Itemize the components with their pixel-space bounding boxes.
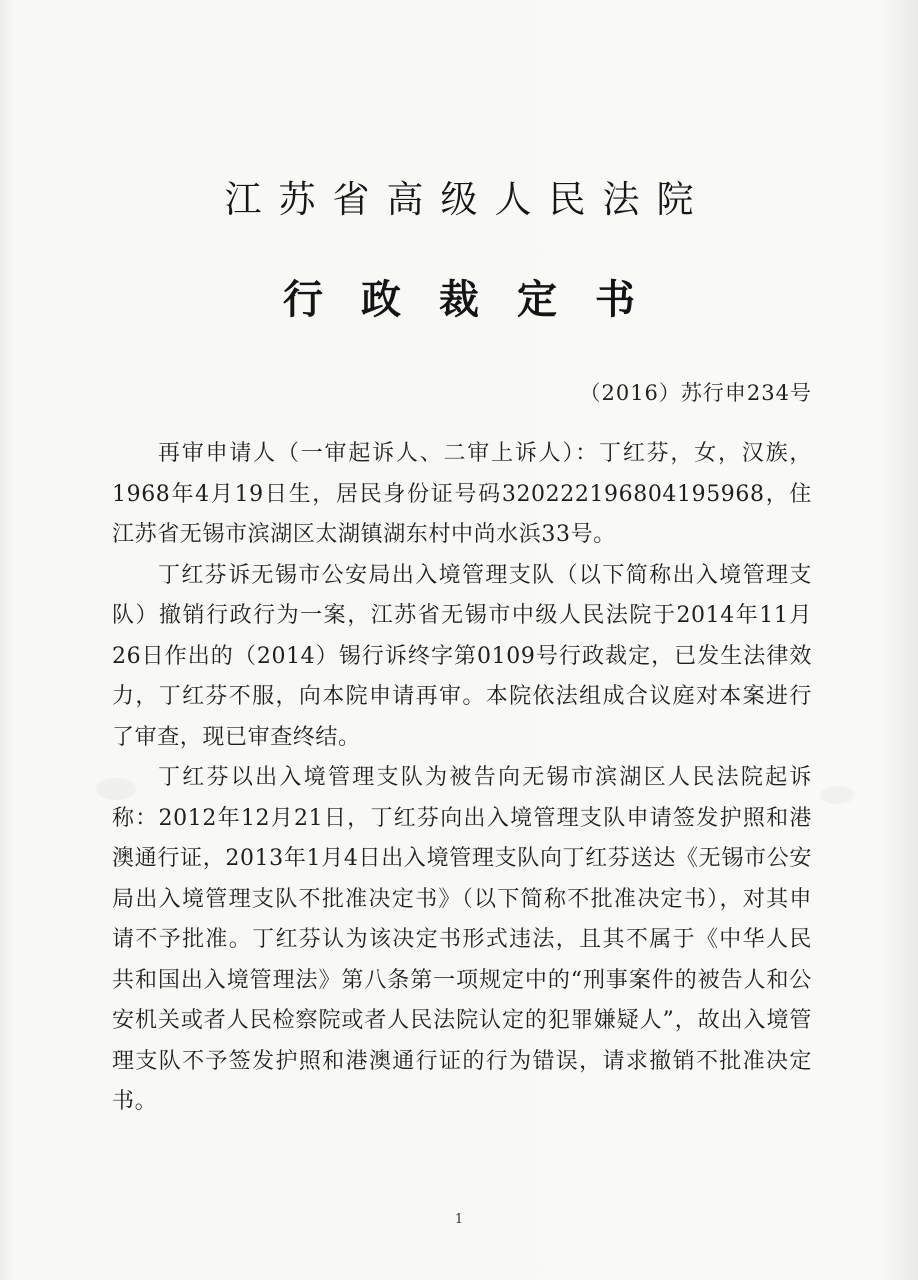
page-number: 1 [454, 1212, 464, 1227]
applicant-paragraph: 再审申请人（一审起诉人、二审上诉人）：丁红芬，女，汉族，1968年4月19日生，居民身份证号码320222196804195968，住江苏省无锡市滨湖区太湖镇湖东村中尚水浜33号。 [112, 441, 812, 547]
case-number: （2016）苏行申234号 [579, 381, 812, 405]
scan-smudge [820, 786, 854, 804]
claim-paragraph: 丁红芬以出入境管理支队为被告向无锡市滨湖区人民法院起诉称：2012年12月21日，丁红芬向出入境管理支队申请签发护照和港澳通行证，2013年1月4日出入境管理支队向丁红芬送达《无锡市公安局出入境管理支队不批准决定书》（以下简称不批准决定书），对其申请不予批准。丁红芬认为该决定书形式违法，且其不属于《中华人民共和国出入境管理法》第八条第一项规定中的“刑事案件的被告人和公安机关或者人民检察院或者人民法院认定的犯罪嫌疑人”，故出入境管理支队不予签发护照和港澳通行证的行为错误，请求撤销不批准决定书。 [112, 765, 812, 1114]
document-type-title: 行政裁定书 [283, 277, 673, 323]
case-background-paragraph: 丁红芬诉无锡市公安局出入境管理支队（以下简称出入境管理支队）撤销行政行为一案，江苏省无锡市中级人民法院于2014年11月26日作出的（2014）锡行诉终字第0109号行政裁定，已发生法律效力，丁红芬不服，向本院申请再审。本院依法组成合议庭对本案进行了审查，现已审查终结。 [112, 562, 812, 750]
document-body [112, 434, 812, 1123]
court-name: 江苏省高级人民法院 [224, 178, 711, 221]
